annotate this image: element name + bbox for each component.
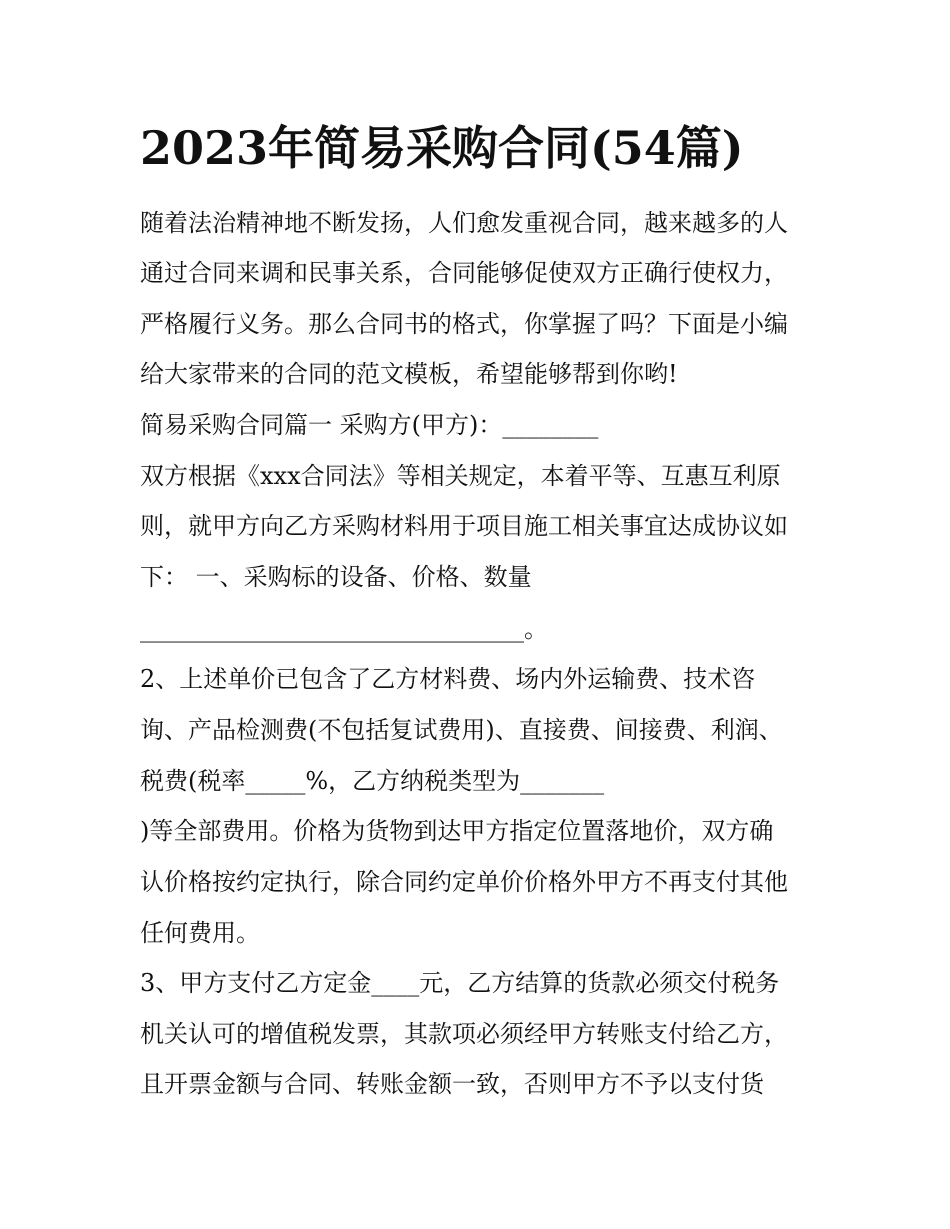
paragraph-line-16: 3、甲方支付乙方定金____元，乙方结算的货款必须交付税务 [140,969,780,997]
paragraph-line-17: 机关认可的增值税发票，其款项必须经甲方转账支付给乙方， [140,1020,788,1048]
paragraph-line-11: 询、产品检测费(不包括复试费用)、直接费、间接费、利润、 [140,716,783,744]
paragraph-line-18: 且开票金额与合同、转账金额一致，否则甲方不予以支付货 [140,1070,764,1098]
paragraph-line-15: 任何费用。 [140,919,260,947]
paragraph-line-10: 2、上述单价已包含了乙方材料费、场内外运输费、技术咨 [140,665,756,693]
paragraph-line-14: 认价格按约定执行，除合同约定单价价格外甲方不再支付其他 [140,868,788,896]
paragraph-line-5: 简易采购合同篇一 采购方(甲方)：________ [140,411,599,439]
paragraph-line-13: )等全部费用。价格为货物到达甲方指定位置落地价，双方确 [140,817,774,845]
paragraph-line-3: 严格履行义务。那么合同书的格式，你掌握了吗？下面是小编 [140,310,788,338]
document-title: 2023年简易采购合同(54篇) [140,121,744,175]
paragraph-line-6: 双方根据《xxx合同法》等相关规定，本着平等、互惠互利原 [140,462,781,490]
paragraph-line-9: ________________________________。 [140,615,548,643]
paragraph-line-4: 给大家带来的合同的范文模板，希望能够帮到你哟! [140,360,678,388]
paragraph-line-12: 税费(税率_____%，乙方纳税类型为_______ [140,767,605,795]
paragraph-line-8: 下： 一、采购标的设备、价格、数量 [140,563,532,591]
paragraph-line-2: 通过合同来调和民事关系，合同能够促使双方正确行使权力， [140,259,788,287]
paragraph-line-7: 则，就甲方向乙方采购材料用于项目施工相关事宜达成协议如 [140,512,788,540]
paragraph-line-1: 随着法治精神地不断发扬，人们愈发重视合同，越来越多的人 [140,209,788,237]
